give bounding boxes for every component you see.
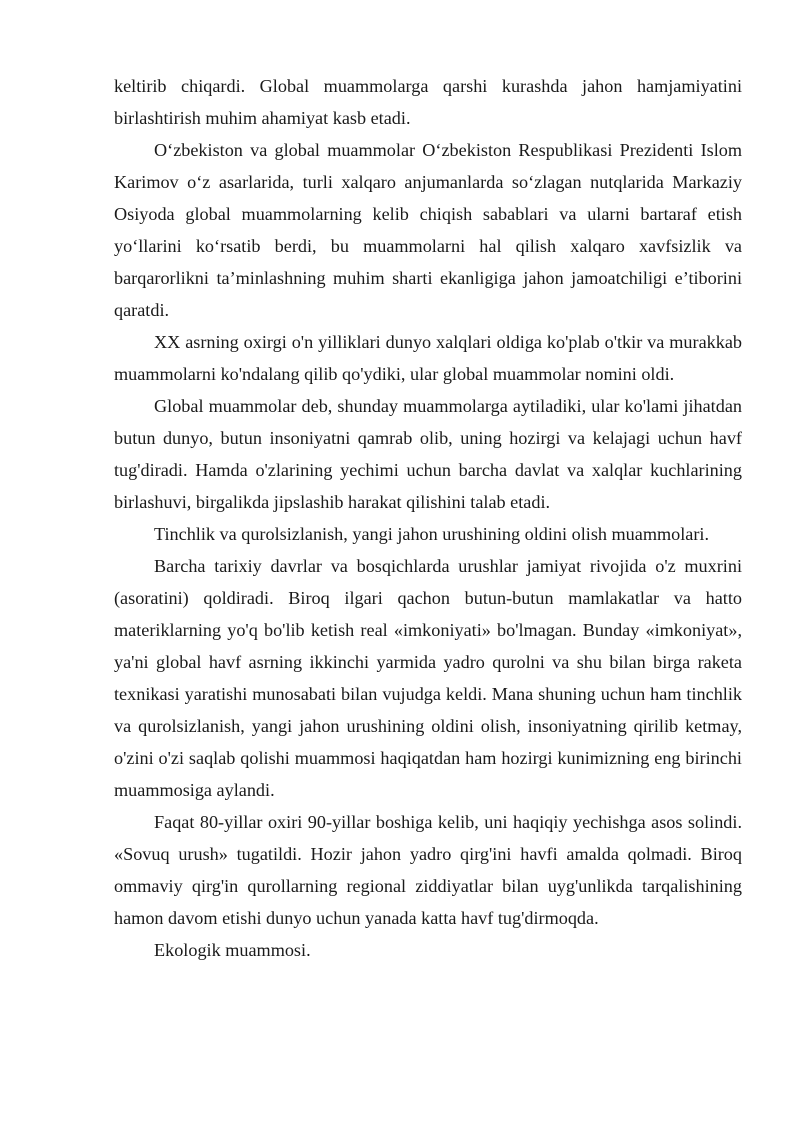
paragraph-xx-century: XX asrning oxirgi o'n yilliklari dunyo xalqlari oldiga ko'plab o'tkir va murakkab muammolarni ko'ndalang qilib qo'ydiki, ular global muammolar nomini oldi. — [114, 332, 742, 384]
document-page — [114, 70, 742, 966]
heading-ecological-problem: Ekologik muammosi. — [154, 940, 311, 960]
paragraph-global-problems-definition: Global muammolar deb, shunday muammolarga aytiladiki, ular ko'lami jihatdan butun dunyo, butun insoniyatni qamrab olib, uning hozirgi va kelajagi uchun havf tug'diradi. Hamda o'zlarining yechimi uchun barcha davlat va xalqlar kuchlarining birlashuvi, birgalikda jipslashib harakat qilishini talab etadi. — [114, 396, 742, 512]
heading-peace-disarmament: Tinchlik va qurolsizlanish, yangi jahon urushining oldini olish muammolari. — [154, 524, 710, 544]
paragraph-uzbekistan-global-problems: O‘zbekiston va global muammolar O‘zbekiston Respublikasi Prezidenti Islom Karimov o‘z asarlarida, turli xalqaro anjumanlarda so‘zlagan nutqlarida Markaziy Osiyoda global muammolarning kelib chiqish sabablari va ularni bartaraf etish yo‘llarini ko‘rsatib berdi, bu muammolarni hal qilish xalqaro xavfsizlik va barqarorlikni ta’minlashning muhim sharti ekanligiga jahon jamoatchiligi e’tiborini qaratdi. — [114, 140, 742, 320]
paragraph-wars-history: Barcha tarixiy davrlar va bosqichlarda urushlar jamiyat rivojida o'z muxrini (asoratini) qoldiradi. Biroq ilgari qachon butun-butun mamlakatlar va hatto materiklarning yo'q bo'lib ketish real «imkoniyati» bo'lmagan. Bunday «imkoniyat», ya'ni global havf asrning ikkinchi yarmida yadro qurolni va shu bilan birga raketa texnikasi yaratishi munosabati bilan vujudga keldi. Mana shuning uchun ham tinchlik va qurolsizlanish, yangi jahon urushining oldini olish, insoniyatning qirilib ketmay, o'zini o'zi saqlab qolishi muammosi haqiqatdan ham hozirgi kunimizning eng birinchi muammosiga aylandi. — [114, 556, 742, 800]
paragraph-continuation: keltirib chiqardi. Global muammolarga qarshi kurashda jahon hamjamiyatini birlashtirish muhim ahamiyat kasb etadi. — [114, 76, 742, 128]
paragraph-cold-war-end: Faqat 80-yillar oxiri 90-yillar boshiga kelib, uni haqiqiy yechishga asos solindi. «Sovuq urush» tugatildi. Hozir jahon yadro qirg'ini havfi amalda qolmadi. Biroq ommaviy qirg'in qurollarning regional ziddiyatlar bilan uyg'unlikda tarqalishining hamon davom etishi dunyo uchun yanada katta havf tug'dirmoqda. — [114, 812, 742, 928]
